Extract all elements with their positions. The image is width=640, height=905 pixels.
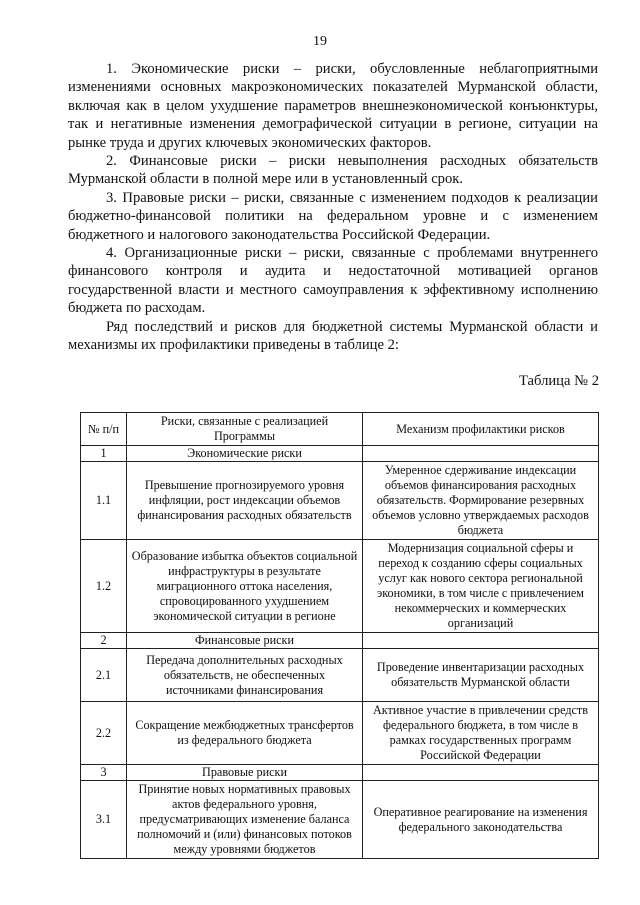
risk-table — [80, 412, 599, 859]
table-row — [81, 462, 599, 540]
header-risk: Риски, связанные с реализацией Программы — [127, 413, 363, 446]
row-risk: Образование избытка объектов социальной инфраструктуры в результате миграционного оттока населения, спровоцированного ухудшением экономической ситуации в регионе — [127, 540, 363, 633]
section-empty-cell — [363, 633, 599, 649]
section-title: Экономические риски — [127, 446, 363, 462]
header-mechanism: Механизм профилактики рисков — [363, 413, 599, 446]
section-title: Правовые риски — [127, 765, 363, 781]
row-num: 1.2 — [81, 540, 127, 633]
page-number: 19 — [313, 34, 327, 49]
table-row — [81, 540, 599, 633]
row-num: 1.1 — [81, 462, 127, 540]
table-caption: Таблица № 2 — [519, 373, 599, 389]
row-risk: Превышение прогнозируемого уровня инфляции, рост индексации объемов финансирования расходных обязательств — [127, 462, 363, 540]
section-row — [81, 633, 599, 649]
row-num: 2.1 — [81, 649, 127, 702]
paragraph-economic-risks: 1. Экономические риски – риски, обусловленные неблагоприятными изменениями основных макроэкономических показателей Мурманской области, включая как в целом ухудшение параметров внешнеэкономической конъюнктуры, так и негативные изменения демографической ситуации в регионе, ситуации на рынке труда и других ключевых экономических факторов. — [68, 61, 598, 151]
row-mechanism: Модернизация социальной сферы и переход к созданию сферы социальных услуг как нового сектора региональной экономики, в том числе с привлечением некоммерческих и коммерческих организаций — [363, 540, 599, 633]
table-row — [81, 649, 599, 702]
section-empty-cell — [363, 446, 599, 462]
body-text — [68, 60, 598, 355]
row-mechanism: Умеренное сдерживание индексации объемов финансирования расходных обязательств. Формирование резервных объемов условно утверждаемых расходов бюджета — [363, 462, 599, 540]
section-row — [81, 765, 599, 781]
header-num: № п/п — [81, 413, 127, 446]
section-num: 2 — [81, 633, 127, 649]
paragraph-financial-risks: 2. Финансовые риски – риски невыполнения расходных обязательств Мурманской области в полной мере или в установленный срок. — [68, 153, 598, 188]
row-num: 2.2 — [81, 702, 127, 765]
row-mechanism: Активное участие в привлечении средств федерального бюджета, в том числе в рамках государственных программ Российской Федерации — [363, 702, 599, 765]
row-risk: Сокращение межбюджетных трансфертов из федерального бюджета — [127, 702, 363, 765]
row-risk: Принятие новых нормативных правовых актов федерального уровня, предусматривающих изменение баланса полномочий и (или) финансовых потоков между уровнями бюджетов — [127, 781, 363, 859]
row-mechanism: Проведение инвентаризации расходных обязательств Мурманской области — [363, 649, 599, 702]
table-header-row — [81, 413, 599, 446]
section-num: 1 — [81, 446, 127, 462]
section-num: 3 — [81, 765, 127, 781]
table-row — [81, 781, 599, 859]
row-num: 3.1 — [81, 781, 127, 859]
section-empty-cell — [363, 765, 599, 781]
row-risk: Передача дополнительных расходных обязательств, не обеспеченных источниками финансирования — [127, 649, 363, 702]
paragraph-organizational-risks: 4. Организационные риски – риски, связанные с проблемами внутреннего финансового контроля и аудита и недостаточной мотивацией органов государственной власти и местного самоуправления к эффективному исполнению бюджета по расходам. — [68, 245, 598, 317]
section-title: Финансовые риски — [127, 633, 363, 649]
paragraph-table-intro: Ряд последствий и рисков для бюджетной системы Мурманской области и механизмы их профилактики приведены в таблице 2: — [68, 318, 598, 354]
table-row — [81, 702, 599, 765]
row-mechanism: Оперативное реагирование на изменения федерального законодательства — [363, 781, 599, 859]
paragraph-legal-risks: 3. Правовые риски – риски, связанные с изменением подходов к реализации бюджетно-финансовой политики на федеральном уровне и с изменением бюджетного и налогового законодательства Российской Федерации. — [68, 189, 598, 243]
section-row — [81, 446, 599, 462]
